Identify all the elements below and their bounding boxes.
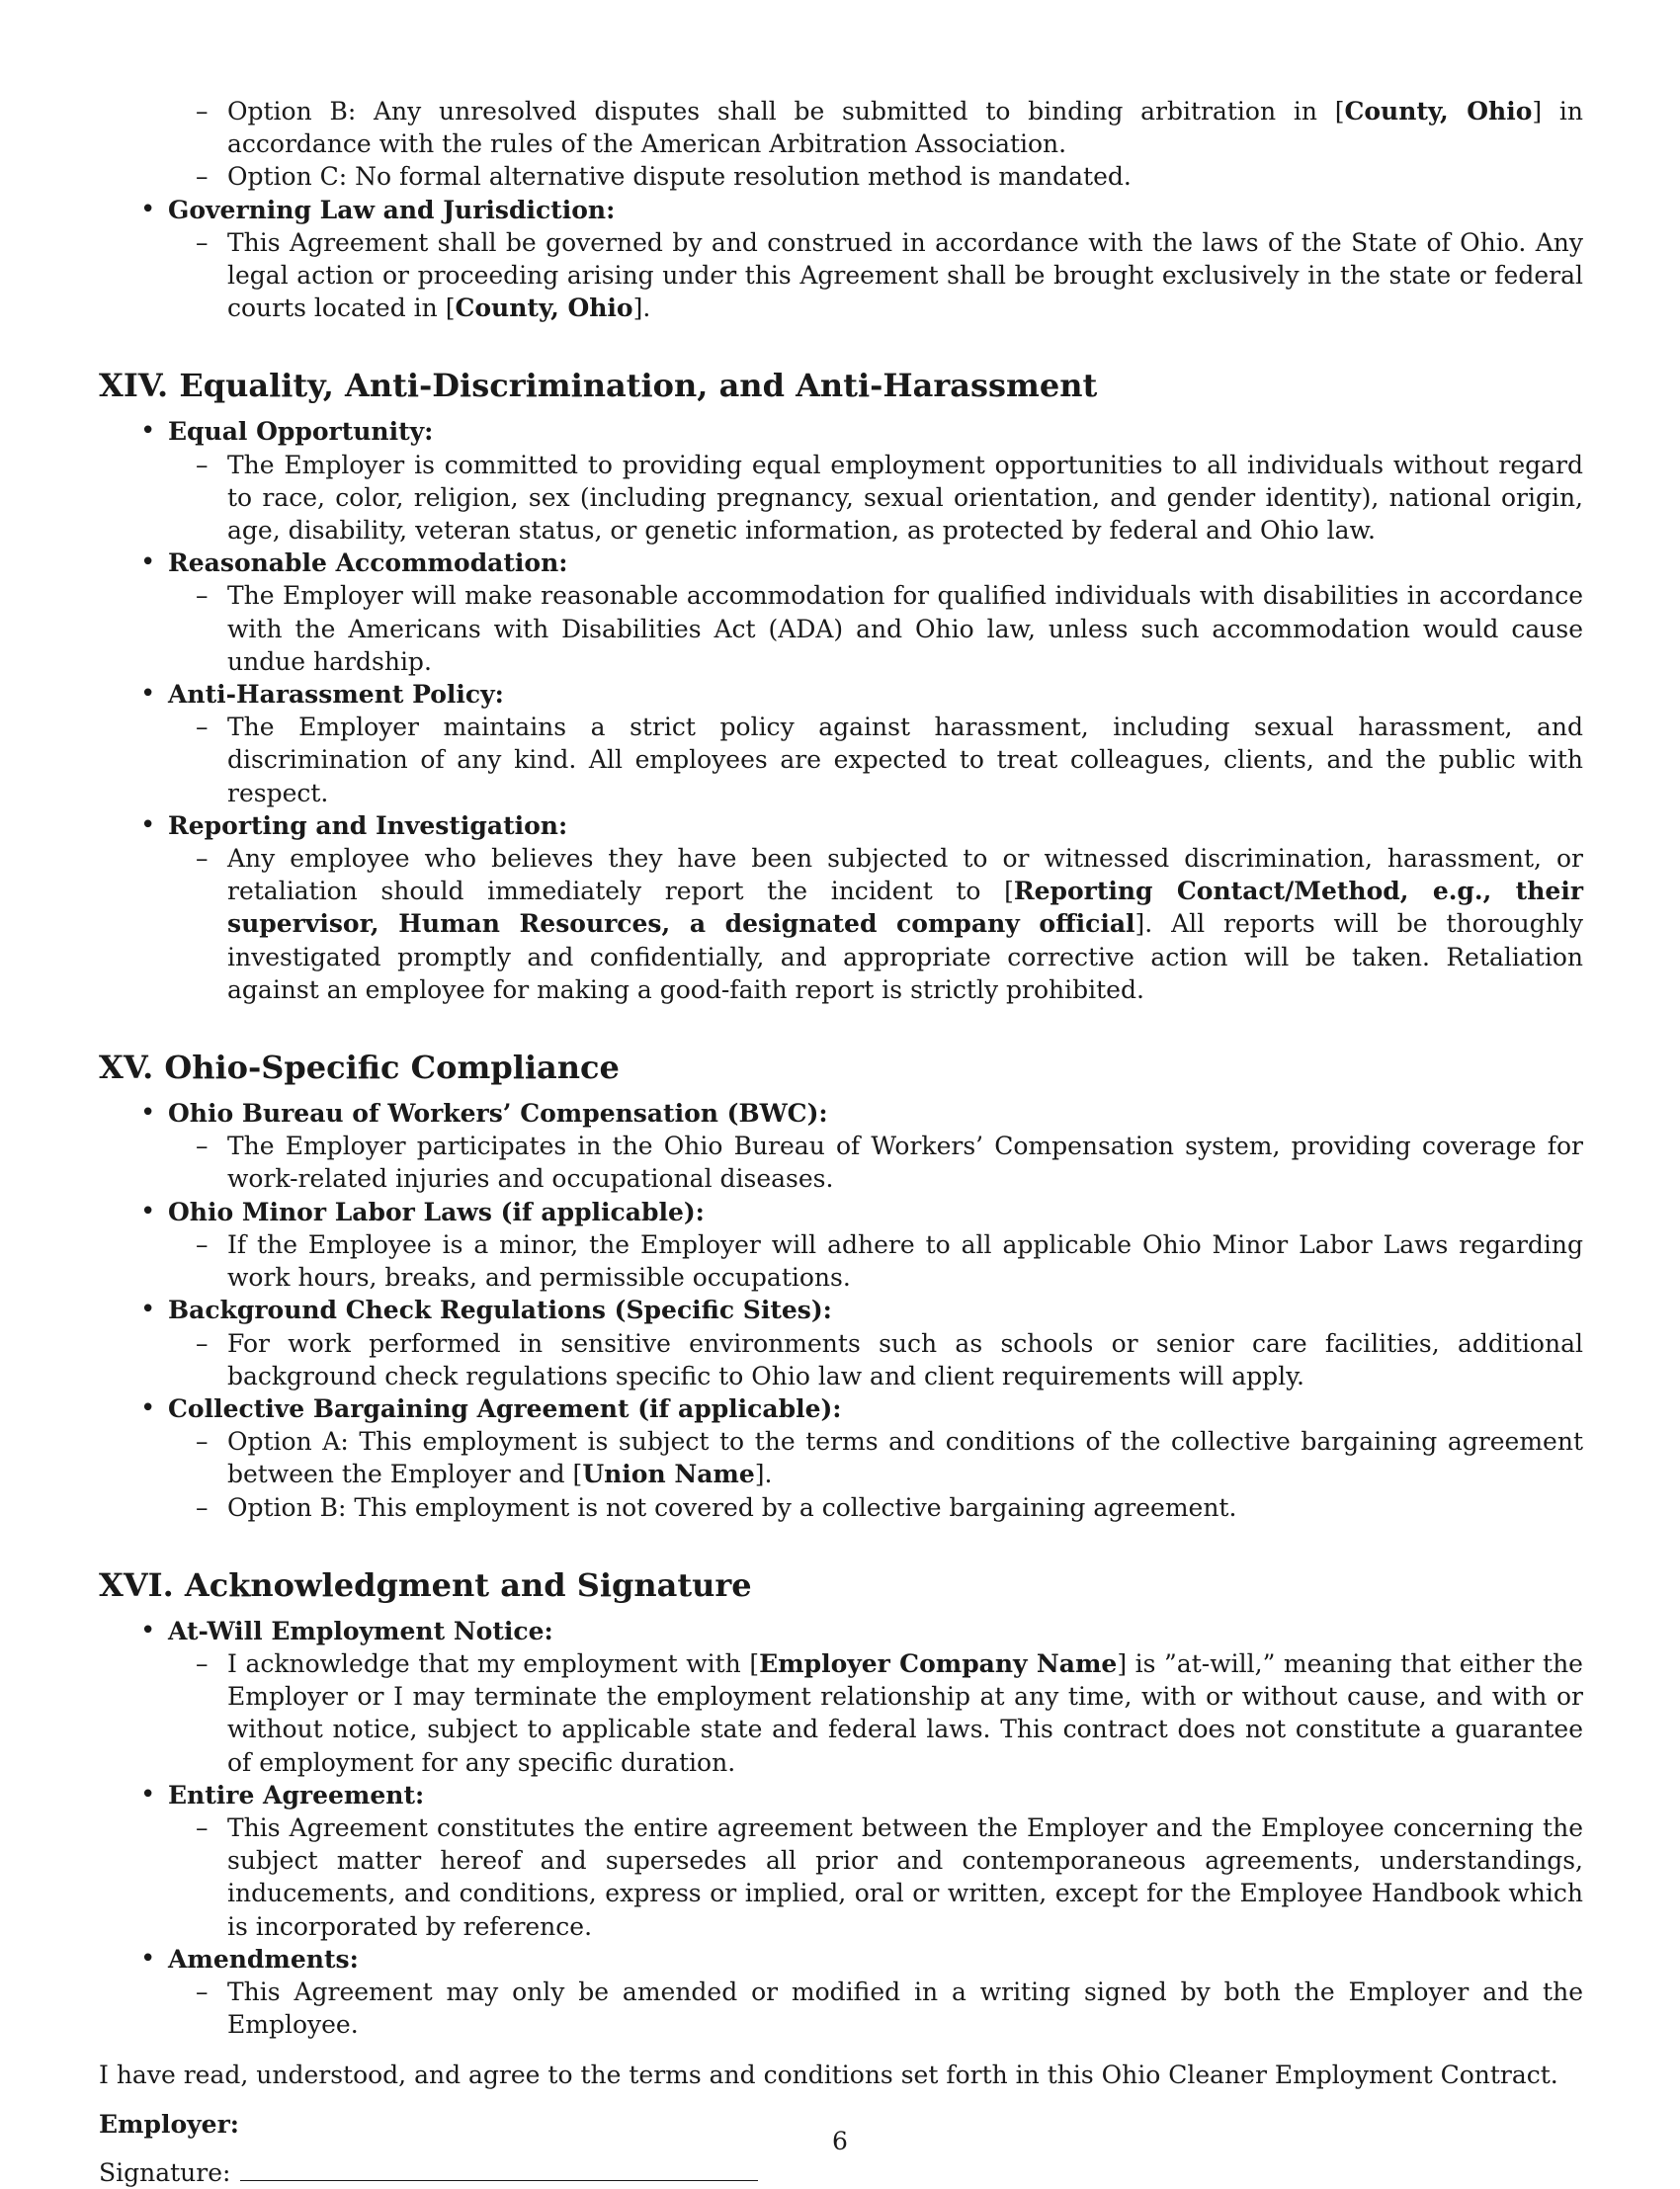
section-xiv-title: XIV. Equality, Anti-Discrimination, and Anti-Harassment xyxy=(99,367,1098,405)
reasonable-accommodation-item xyxy=(168,547,1583,678)
item-heading: Anti-Harassment Policy: xyxy=(168,680,504,710)
section-xvi-list xyxy=(99,1615,1583,2042)
governing-law-item xyxy=(168,194,1583,325)
equal-opportunity-item xyxy=(168,415,1583,547)
item-sublist xyxy=(168,1425,1583,1524)
item-text: – This Agreement may only be amended or modified in a writing signed by both the Employer and the Employee. xyxy=(227,1976,1583,2041)
item-heading: At-Will Employment Notice: xyxy=(168,1616,553,1645)
reporting-investigation-item xyxy=(168,809,1583,1006)
closing-statement: I have read, understood, and agree to the terms and conditions set forth in this Ohio Cleaner Employment Contract. xyxy=(99,2061,1558,2090)
employer-label: Employer: xyxy=(99,2109,239,2139)
governing-law-heading: Governing Law and Jurisdiction: xyxy=(168,195,616,224)
anti-harassment-item xyxy=(168,678,1583,809)
item-sublist xyxy=(168,1811,1583,1943)
item-text: – The Employer will make reasonable accommodation for qualified individuals with disabilities in accordance with the Americans with Disabilities Act (ADA) and Ohio law, unless such accommodation would cause undue hardship. xyxy=(227,579,1583,678)
at-will-item xyxy=(168,1615,1583,1779)
item-text: – For work performed in sensitive environments such as schools or senior care facilities, additional background check regulations specific to Ohio law and client requirements will apply. xyxy=(227,1327,1583,1392)
item-heading: Ohio Minor Labor Laws (if applicable): xyxy=(168,1197,705,1226)
continued-list xyxy=(99,95,1583,324)
item-heading: Amendments: xyxy=(168,1944,359,1974)
governing-law-text: – This Agreement shall be governed by and construed in accordance with the laws of the State of Ohio. Any legal action or proceeding arising under this Agreement shall be brought exclusively in the state or federal courts located in [County, Ohio]. xyxy=(227,226,1583,325)
item-text: – This Agreement constitutes the entire agreement between the Employer and the Employee concerning the subject matter hereof and supersedes all prior and contemporaneous agreements, understandings, inducements, and conditions, express or implied, oral or written, except for the Employee Handbook which is incorporated by reference. xyxy=(227,1811,1583,1943)
item-sublist xyxy=(168,1130,1583,1195)
item-sublist xyxy=(168,449,1583,547)
option-b-arbitration: – Option B: Any unresolved disputes shall be submitted to binding arbitration in [County, Ohio] in accordance with the rules of the American Arbitration Association. xyxy=(227,95,1583,160)
item-sublist xyxy=(168,1228,1583,1294)
item-heading: Reasonable Accommodation: xyxy=(168,548,568,578)
item-text: – The Employer participates in the Ohio Bureau of Workers’ Compensation system, providing coverage for work-related injuries and occupational diseases. xyxy=(227,1130,1583,1195)
signature-label: Signature: xyxy=(99,2157,231,2187)
item-heading: Equal Opportunity: xyxy=(168,417,434,447)
item-sublist xyxy=(168,842,1583,1006)
item-text: – The Employer is committed to providing equal employment opportunities to all individuals without regard to race, color, religion, sex (including pregnancy, sexual orientation, and gender identity), national origin, age, disability, veteran status, or genetic information, as protected by federal and Ohio law. xyxy=(227,449,1583,547)
section-xiv-list xyxy=(99,415,1583,1006)
dispute-options xyxy=(168,95,1583,194)
item-heading: Background Check Regulations (Specific Sites): xyxy=(168,1296,832,1325)
option-c-no-adr: – Option C: No formal alternative dispute resolution method is mandated. xyxy=(227,160,1583,193)
item-text: – If the Employee is a minor, the Employer will adhere to all applicable Ohio Minor Labor Laws regarding work hours, breaks, and permissible occupations. xyxy=(227,1228,1583,1294)
cba-option-b: – Option B: This employment is not covered by a collective bargaining agreement. xyxy=(227,1491,1583,1524)
item-text: – The Employer maintains a strict policy against harassment, including sexual harassment, and discrimination of any kind. All employees are expected to treat colleagues, clients, and the public with respect. xyxy=(227,711,1583,809)
background-check-item xyxy=(168,1294,1583,1392)
entire-agreement-item xyxy=(168,1779,1583,1943)
item-heading: Entire Agreement: xyxy=(168,1780,425,1810)
item-sublist xyxy=(168,711,1583,809)
item-sublist xyxy=(168,579,1583,678)
section-xv-title: XV. Ohio-Specific Compliance xyxy=(99,1049,620,1087)
governing-law-sublist xyxy=(168,226,1583,325)
amendments-item xyxy=(168,1943,1583,2042)
signature-row xyxy=(99,2156,1583,2189)
cba-option-a: – Option A: This employment is subject to the terms and conditions of the collective bargaining agreement between the Employer and [Union Name]. xyxy=(227,1425,1583,1490)
item-text: – Any employee who believes they have been subjected to or witnessed discrimination, harassment, or retaliation should immediately report the incident to [Reporting Contact/Method, e.g., their supervisor, Human Resources, a designated company official]. All reports will be thoroughly investigated promptly and confidentially, and appropriate corrective action will be taken. Retaliation against an employee for making a good-faith report is strictly prohibited. xyxy=(227,842,1583,1006)
item-sublist xyxy=(168,1327,1583,1392)
minor-labor-item xyxy=(168,1196,1583,1295)
item-sublist xyxy=(168,1976,1583,2041)
collective-bargaining-item xyxy=(168,1392,1583,1524)
item-heading: Reporting and Investigation: xyxy=(168,810,568,840)
bwc-item xyxy=(168,1097,1583,1196)
signature-line[interactable] xyxy=(240,2158,758,2181)
page-content xyxy=(99,95,1583,2189)
section-xv-list xyxy=(99,1097,1583,1524)
continued-item xyxy=(168,95,1583,194)
item-sublist xyxy=(168,1647,1583,1779)
section-xvi-title: XVI. Acknowledgment and Signature xyxy=(99,1565,752,1604)
item-text: – I acknowledge that my employment with [Employer Company Name] is ”at-will,” meaning that either the Employer or I may terminate the employment relationship at any time, with or without cause, and with or without notice, subject to applicable state and federal laws. This contract does not constitute a guarantee of employment for any specific duration. xyxy=(227,1647,1583,1779)
item-heading: Ohio Bureau of Workers’ Compensation (BWC): xyxy=(168,1099,828,1129)
item-heading: Collective Bargaining Agreement (if applicable): xyxy=(168,1393,842,1423)
page-number: 6 xyxy=(832,2127,848,2155)
